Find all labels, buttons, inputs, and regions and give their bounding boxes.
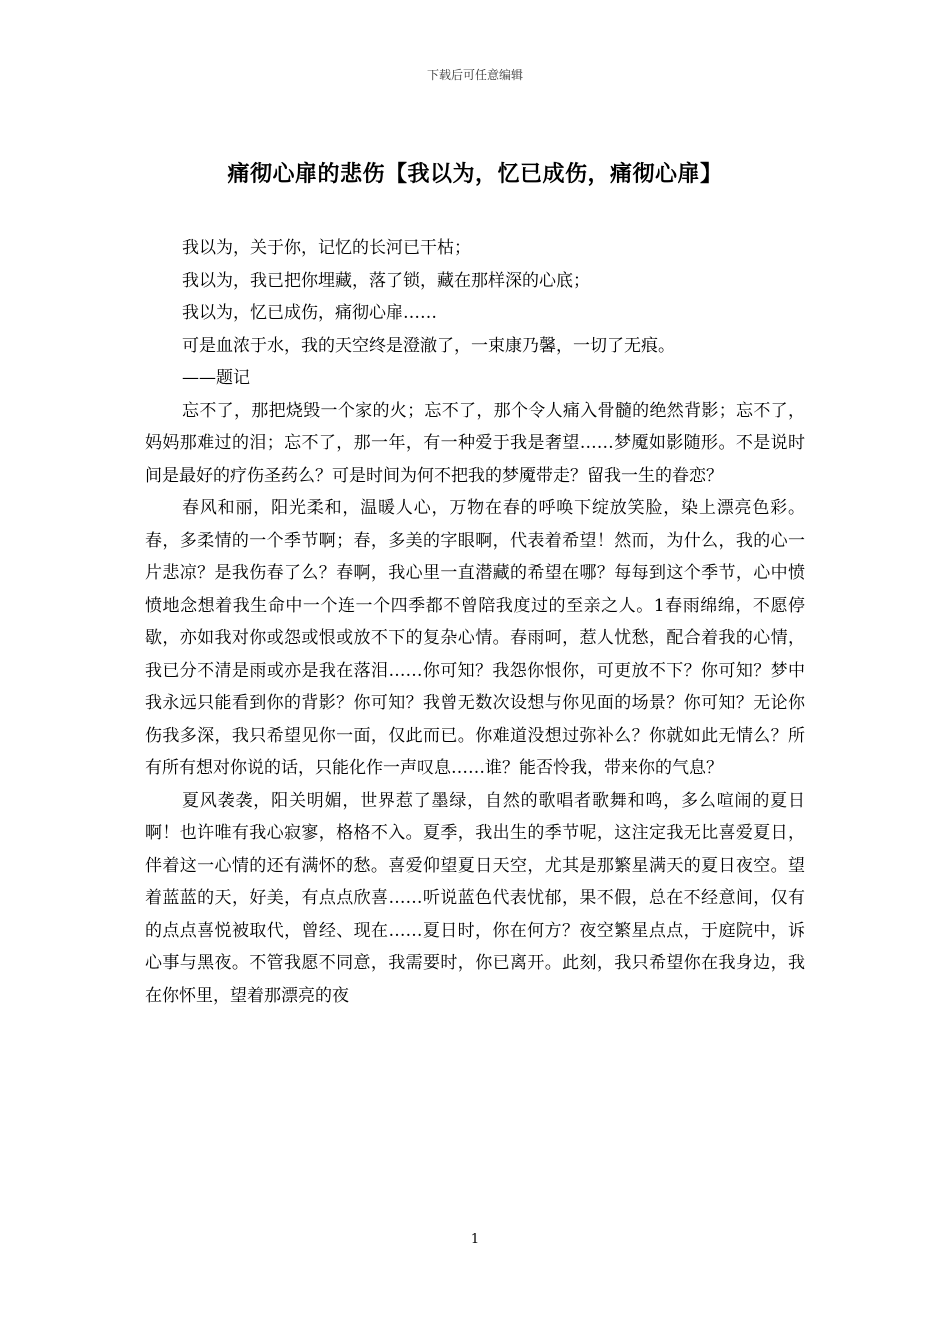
epigraph <box>145 232 805 395</box>
document-body <box>145 232 805 1012</box>
epigraph-line: 我以为，忆已成伤，痛彻心扉…… <box>182 303 437 323</box>
body-paragraph: 夏风袭袭，阳关明媚，世界惹了墨绿，自然的歌唱者歌舞和鸣，多么喧闹的夏日啊！也许唯有我心寂寥，格格不入。夏季，我出生的季节呢，这注定我无比喜爱夏日，伴着这一心情的还有满怀的愁。喜爱仰望夏日天空，尤其是那繁星满天的夏日夜空。望着蓝蓝的天，好美，有点点欣喜……听说蓝色代表忧郁，果不假，总在不经意间，仅有的点点喜悦被取代，曾经、现在……夏日时，你在何方？夜空繁星点点，于庭院中，诉心事与黑夜。不管我愿不同意，我需要时，你已离开。此刻，我只希望你在我身边，我在你怀里，望着那漂亮的夜 <box>145 790 805 1006</box>
epigraph-line: 可是血浓于水，我的天空终是澄澈了，一束康乃馨，一切了无痕。 <box>182 335 675 356</box>
body-paragraph: 春风和丽，阳光柔和，温暖人心，万物在春的呼唤下绽放笑脸，染上漂亮色彩。春，多柔情的一个季节啊；春，多美的字眼啊，代表着希望！然而，为什么，我的心一片悲凉？是我伤春了么？春啊，我心里一直潜藏的希望在哪？每每到这个季节，心中愤愤地念想着我生命中一个连一个四季都不曾陪我度过的至亲之人。1春雨绵绵，不愿停歇，亦如我对你或怨或恨或放不下的复杂心情。春雨呵，惹人忧愁，配合着我的心情，我已分不清是雨或亦是我在落泪……你可知？我怨你恨你，可更放不下？你可知？梦中我永远只能看到你的背影？你可知？我曾无数次设想与你见面的场景？你可知？无论你伤我多深，我只希望见你一面，仅此而已。你难道没想过弥补么？你就如此无情么？所有所有想对你说的话，只能化作一声叹息……谁？能否怜我，带来你的气息？ <box>145 498 805 778</box>
epigraph-line: 我以为，我已把你埋藏，落了锁，藏在那样深的心底； <box>182 270 590 291</box>
page-number: 1 <box>470 1232 480 1247</box>
epigraph-line: 我以为，关于你，记忆的长河已干枯； <box>182 238 471 258</box>
epigraph-attribution: ——题记 <box>182 368 250 388</box>
body-paragraph: 忘不了，那把烧毁一个家的火；忘不了，那个令人痛入骨髓的绝然背影；忘不了，妈妈那难过的泪；忘不了，那一年，有一种爱于我是奢望……梦魇如影随形。不是说时间是最好的疗伤圣药么？可是时间为何不把我的梦魇带走？留我一生的眷恋？ <box>145 400 805 486</box>
page-header-note: 下载后可任意编辑 <box>426 68 523 82</box>
document-title: 痛彻心扉的悲伤【我以为，忆已成伤，痛彻心扉】 <box>227 161 723 187</box>
